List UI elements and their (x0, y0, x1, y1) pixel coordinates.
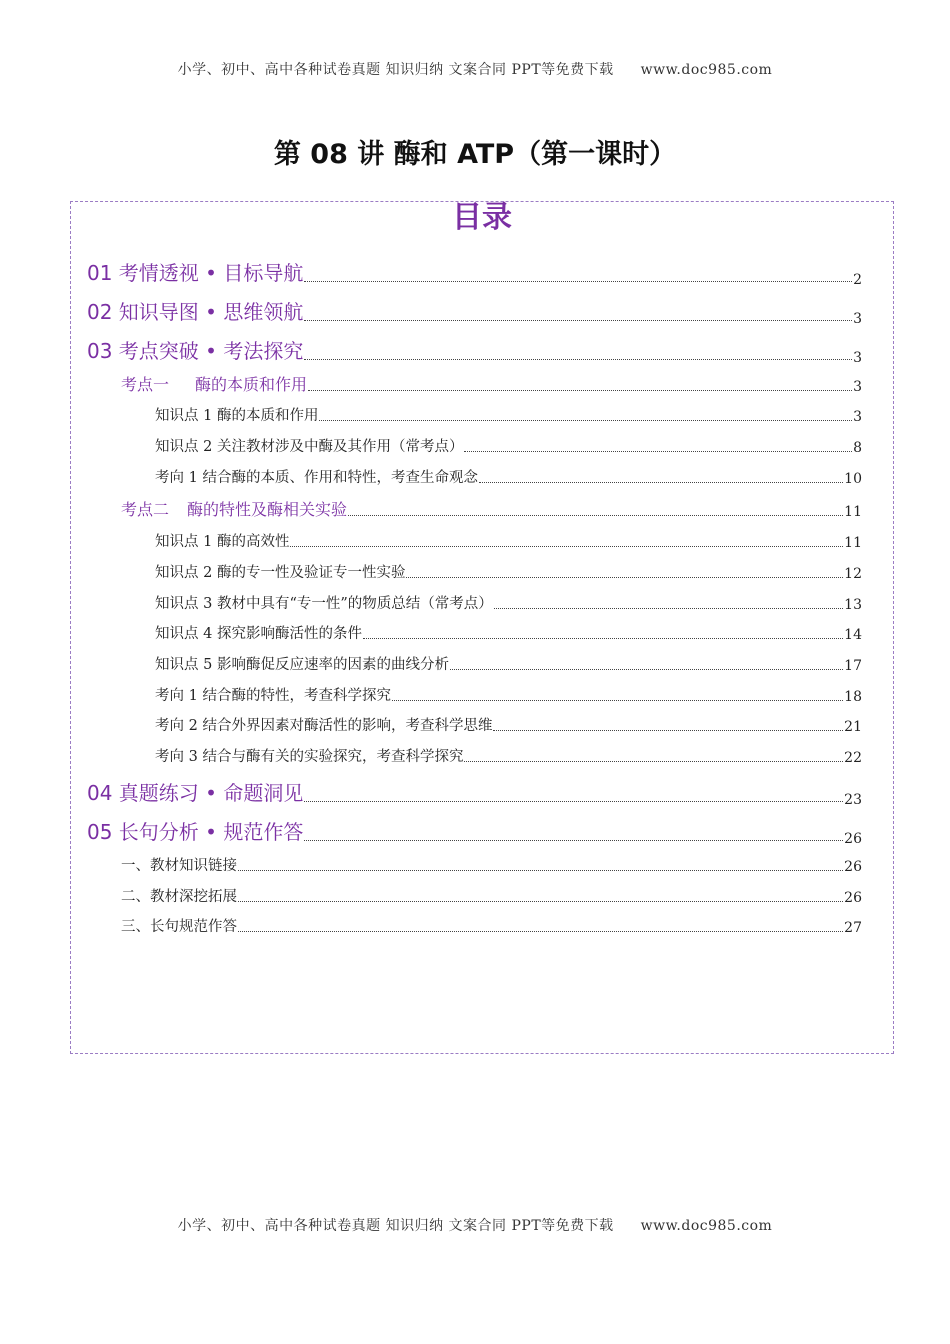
toc-entry-page: 3 (853, 311, 862, 327)
footer-url[interactable]: www.doc985.com (640, 1218, 773, 1234)
toc-entry-label: 知识点 1 酶的本质和作用 (155, 408, 319, 424)
toc-entry-page: 2 (853, 272, 862, 288)
toc-entry-page: 21 (844, 719, 862, 735)
toc-leader-dots (406, 576, 843, 578)
toc-entry-label: 02 知识导图 • 思维领航 (87, 300, 304, 324)
toc-leader-dots (238, 869, 843, 871)
toc-leader-dots (464, 760, 843, 762)
toc-leader-dots (304, 839, 843, 841)
toc-leader-dots (319, 419, 852, 421)
toc-entry-k2-point-1[interactable] (155, 530, 862, 551)
toc-entry-label: 01 考情透视 • 目标导航 (87, 261, 304, 285)
toc-entry-k2-point-3[interactable] (155, 592, 862, 613)
toc-entry-k2-point-5[interactable] (155, 653, 862, 674)
toc-entry-label: 考向 3 结合与酶有关的实验探究，考查科学探究 (155, 749, 464, 765)
toc-entry-label: 一、教材知识链接 (121, 858, 237, 874)
toc-entry-label: 知识点 5 影响酶促反应速率的因素的曲线分析 (155, 657, 449, 673)
toc-entry-label: 03 考点突破 • 考法探究 (87, 339, 304, 363)
toc-entry-label: 知识点 3 教材中具有“专一性”的物质总结（常考点） (155, 596, 493, 612)
toc-leader-dots (363, 637, 843, 639)
toc-leader-dots (238, 900, 843, 902)
toc-entry-label-title: 酶的特性及酶相关实验 (187, 500, 348, 519)
toc-entry-section-05[interactable] (87, 816, 862, 845)
page-footer (0, 1215, 950, 1235)
toc-entry-page: 26 (844, 890, 862, 906)
toc-entry-k2-direction-2[interactable] (155, 714, 862, 735)
toc-leader-dots (348, 514, 843, 516)
toc-leader-dots (392, 699, 843, 701)
toc-entry-section-01[interactable] (87, 257, 862, 286)
toc-entry-page: 23 (844, 792, 862, 808)
toc-leader-dots (304, 280, 852, 282)
toc-leader-dots (464, 450, 852, 452)
toc-entry-label: 05 长句分析 • 规范作答 (87, 820, 304, 844)
document-title: 第 08 讲 酶和 ATP（第一课时） (273, 139, 677, 170)
toc-entry-label: 三、长句规范作答 (121, 919, 237, 935)
toc-entry-page: 3 (853, 350, 862, 366)
toc-entry-k1-direction-1[interactable] (155, 466, 862, 487)
header-url[interactable]: www.doc985.com (640, 62, 773, 78)
toc-entry-label: 04 真题练习 • 命题洞见 (87, 781, 304, 805)
toc-entry-page: 10 (844, 471, 862, 487)
toc-entry-label: 二、教材深挖拓展 (121, 889, 237, 905)
toc-entry-label-title: 酶的本质和作用 (195, 375, 308, 394)
toc-entry-k2-direction-3[interactable] (155, 745, 862, 766)
toc-leader-dots (238, 930, 843, 932)
toc-entry-page: 11 (844, 504, 862, 520)
toc-leader-dots (290, 545, 843, 547)
toc-entry-s5-1[interactable] (121, 854, 862, 875)
toc-entry-section-02[interactable] (87, 296, 862, 325)
header-text: 小学、初中、高中各种试卷真题 知识归纳 文案合同 PPT等免费下载 (177, 62, 614, 78)
page-header (0, 59, 950, 79)
toc-entry-page: 27 (844, 920, 862, 936)
toc-leader-dots (479, 481, 843, 483)
toc-entry-k1-point-2[interactable] (155, 435, 862, 456)
toc-entry-page: 14 (844, 627, 862, 643)
toc-entry-page: 13 (844, 597, 862, 613)
toc-leader-dots (450, 668, 843, 670)
toc-entry-page: 3 (853, 409, 862, 425)
table-of-contents (70, 201, 894, 1054)
toc-entry-label: 考向 2 结合外界因素对酶活性的影响，考查科学思维 (155, 718, 493, 734)
toc-entry-section-03[interactable] (87, 335, 862, 364)
toc-entry-k2-point-4[interactable] (155, 622, 862, 643)
toc-entry-label: 考向 1 结合酶的特性，考查科学探究 (155, 688, 391, 704)
toc-entry-page: 26 (844, 859, 862, 875)
toc-entry-page: 8 (853, 440, 862, 456)
toc-entry-label: 知识点 2 酶的专一性及验证专一性实验 (155, 565, 406, 581)
toc-heading: 目录 (452, 200, 512, 235)
toc-entry-page: 17 (844, 658, 862, 674)
footer-text: 小学、初中、高中各种试卷真题 知识归纳 文案合同 PPT等免费下载 (177, 1218, 614, 1234)
toc-entry-label-prefix: 考点二 (121, 500, 170, 519)
toc-entry-label: 知识点 2 关注教材涉及中酶及其作用（常考点） (155, 439, 464, 455)
toc-leader-dots (308, 389, 852, 391)
toc-entry-page: 11 (844, 535, 862, 551)
toc-entry-k1-point-1[interactable] (155, 404, 862, 425)
toc-entry-label: 知识点 1 酶的高效性 (155, 534, 290, 550)
toc-entry-page: 3 (853, 379, 862, 395)
toc-entry-page: 22 (844, 750, 862, 766)
toc-entry-section-04[interactable] (87, 777, 862, 806)
toc-leader-dots (493, 729, 843, 731)
toc-leader-dots (304, 800, 843, 802)
toc-entry-k2-direction-1[interactable] (155, 684, 862, 705)
toc-entry-k2-point-2[interactable] (155, 561, 862, 582)
toc-entry-kaodian-2[interactable] (121, 497, 862, 520)
toc-leader-dots (304, 358, 852, 360)
toc-leader-dots (494, 607, 843, 609)
toc-entry-label: 知识点 4 探究影响酶活性的条件 (155, 626, 362, 642)
toc-entry-kaodian-1[interactable] (121, 372, 862, 395)
toc-entry-label (121, 497, 347, 520)
toc-leader-dots (304, 319, 852, 321)
toc-entry-label-prefix: 考点一 (121, 375, 170, 394)
toc-entry-page: 18 (844, 689, 862, 705)
toc-entry-label (121, 372, 307, 395)
toc-entry-page: 26 (844, 831, 862, 847)
toc-entry-s5-2[interactable] (121, 885, 862, 906)
toc-entry-s5-3[interactable] (121, 915, 862, 936)
toc-entry-label: 考向 1 结合酶的本质、作用和特性，考查生命观念 (155, 470, 478, 486)
toc-entry-page: 12 (844, 566, 862, 582)
